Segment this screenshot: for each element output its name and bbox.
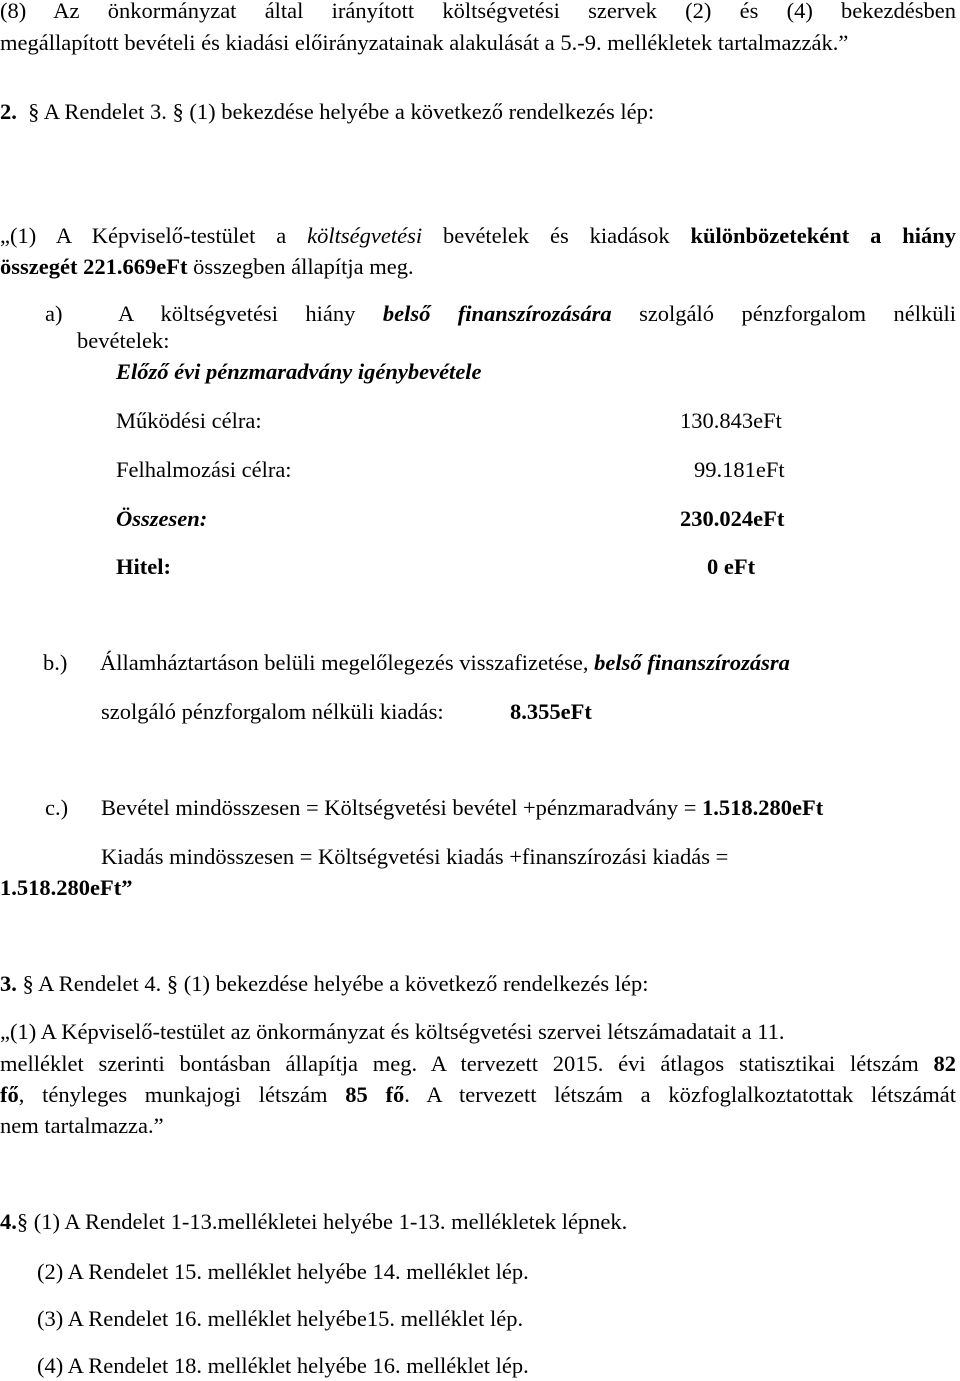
point-a-heading: Előző évi pénzmaradvány igénybevétele bbox=[116, 359, 482, 384]
actual-headcount: 85 fő bbox=[345, 1082, 405, 1107]
row-label-felhalmozasi: Felhalmozási célra: bbox=[116, 457, 292, 482]
section-sign: § bbox=[22, 971, 34, 996]
point-b-emphasis: belső finanszírozásra bbox=[594, 650, 790, 675]
row-value-mukodesi: 130.843eFt bbox=[680, 408, 782, 433]
para8-line1: (8) Az önkormányzat által irányított költségvetési szervek (2) és (4) bekezdésben bbox=[0, 0, 956, 23]
quote1-text-a: „(1) A Képviselő-testület a bbox=[0, 223, 308, 248]
quote2-line2 bbox=[0, 1049, 956, 1079]
quote1-bold-term: különbözeteként a hiány bbox=[690, 223, 957, 248]
point-c-label: c.) bbox=[45, 795, 69, 820]
quote1-text-c: bevételek és kiadások bbox=[422, 223, 691, 248]
section-2-heading bbox=[0, 97, 654, 127]
section-sign: § bbox=[166, 971, 179, 996]
quote2-line2-text: melléklet szerinti bontásban állapítja meg. A tervezett 2015. évi átlagos statisztikai létszám bbox=[0, 1051, 934, 1076]
row-value-hitel: 0 eFt bbox=[707, 554, 756, 579]
quote1-line1 bbox=[0, 221, 956, 251]
point-c-text: Bevétel mindösszesen = Költségvetési bevétel +pénzmaradvány = bbox=[101, 795, 703, 820]
para8-line2: megállapított bevételi és kiadási előirányzatainak alakulását a 5.-9. mellékletek tartalmazzák.” bbox=[0, 30, 849, 55]
row-value-osszesen: 230.024eFt bbox=[680, 506, 785, 531]
point-a-line1 bbox=[118, 299, 956, 329]
total-expense-amount: 1.518.280eFt” bbox=[0, 875, 133, 900]
quote2-line3-tail: . A tervezett létszám a közfoglalkoztatottak létszámát bbox=[404, 1082, 956, 1107]
row-label-osszesen: Összesen: bbox=[116, 506, 208, 531]
point-b-line2: szolgáló pénzforgalom nélküli kiadás: bbox=[101, 699, 444, 724]
point-b-amount: 8.355eFt bbox=[510, 699, 592, 724]
section-3-heading bbox=[0, 969, 649, 999]
section-2-tail: (1) bekezdése helyébe a következő rendelkezés lép: bbox=[183, 99, 655, 124]
section-sign: § bbox=[28, 99, 40, 124]
point-b-text: Államháztartáson belüli megelőlegezés visszafizetése, bbox=[100, 650, 595, 675]
section-3-text: A Rendelet 4. bbox=[33, 971, 162, 996]
point-c-line1 bbox=[101, 793, 823, 823]
section-sign: § bbox=[16, 1209, 29, 1234]
quote2-line1: „(1) A Képviselő-testület az önkormányzat és költségvetési szervei létszámadatait a 11. bbox=[0, 1019, 785, 1044]
quote1-italic-term: költségvetési bbox=[307, 223, 423, 248]
row-label-hitel: Hitel: bbox=[116, 554, 171, 579]
section-4-number: 4. bbox=[0, 1209, 17, 1234]
section-3-tail: (1) bekezdése helyébe a következő rendelkezés lép: bbox=[178, 971, 649, 996]
row-label-mukodesi: Működési célra: bbox=[116, 408, 262, 433]
quote1-line2-tail: összegben állapítja meg. bbox=[187, 254, 414, 279]
section-2-text: A Rendelet 3. bbox=[39, 99, 167, 124]
section-4-item-1: (1) A Rendelet 1-13.mellékletei helyébe 1-13. mellékletek lépnek. bbox=[33, 1209, 628, 1234]
point-a-tail: szolgáló pénzforgalom nélküli bbox=[611, 301, 956, 326]
point-a-emphasis: belső finanszírozására bbox=[382, 301, 612, 326]
quote2-line4: nem tartalmazza.” bbox=[0, 1113, 164, 1138]
average-headcount: 82 bbox=[933, 1051, 956, 1076]
section-4-line1 bbox=[0, 1207, 627, 1237]
section-4-item-4: (4) A Rendelet 18. melléklet helyébe 16. melléklet lép. bbox=[37, 1353, 529, 1378]
point-b-line1 bbox=[100, 648, 790, 678]
deficit-amount: összegét 221.669eFt bbox=[0, 254, 188, 279]
section-sign: § bbox=[172, 99, 184, 124]
section-4-item-3: (3) A Rendelet 16. melléklet helyébe15. melléklet lép. bbox=[37, 1306, 524, 1331]
headcount-unit: fő bbox=[0, 1082, 19, 1107]
point-a-line2: bevételek: bbox=[77, 328, 170, 353]
section-3-number: 3. bbox=[0, 971, 17, 996]
quote2-line3-text: , tényleges munkajogi létszám bbox=[18, 1082, 346, 1107]
section-2-number: 2. bbox=[0, 99, 17, 124]
point-b-label: b.) bbox=[43, 650, 68, 675]
point-c-line2: Kiadás mindösszesen = Költségvetési kiadás +finanszírozási kiadás = bbox=[101, 844, 729, 869]
point-a-label: a) bbox=[45, 301, 63, 326]
section-4-item-2: (2) A Rendelet 15. melléklet helyébe 14. melléklet lép. bbox=[37, 1259, 529, 1284]
total-revenue-amount: 1.518.280eFt bbox=[702, 795, 824, 820]
point-a-text: A költségvetési hiány bbox=[118, 301, 383, 326]
quote2-line3 bbox=[0, 1080, 956, 1110]
quote1-line2 bbox=[0, 252, 414, 282]
row-value-felhalmozasi: 99.181eFt bbox=[694, 457, 785, 482]
